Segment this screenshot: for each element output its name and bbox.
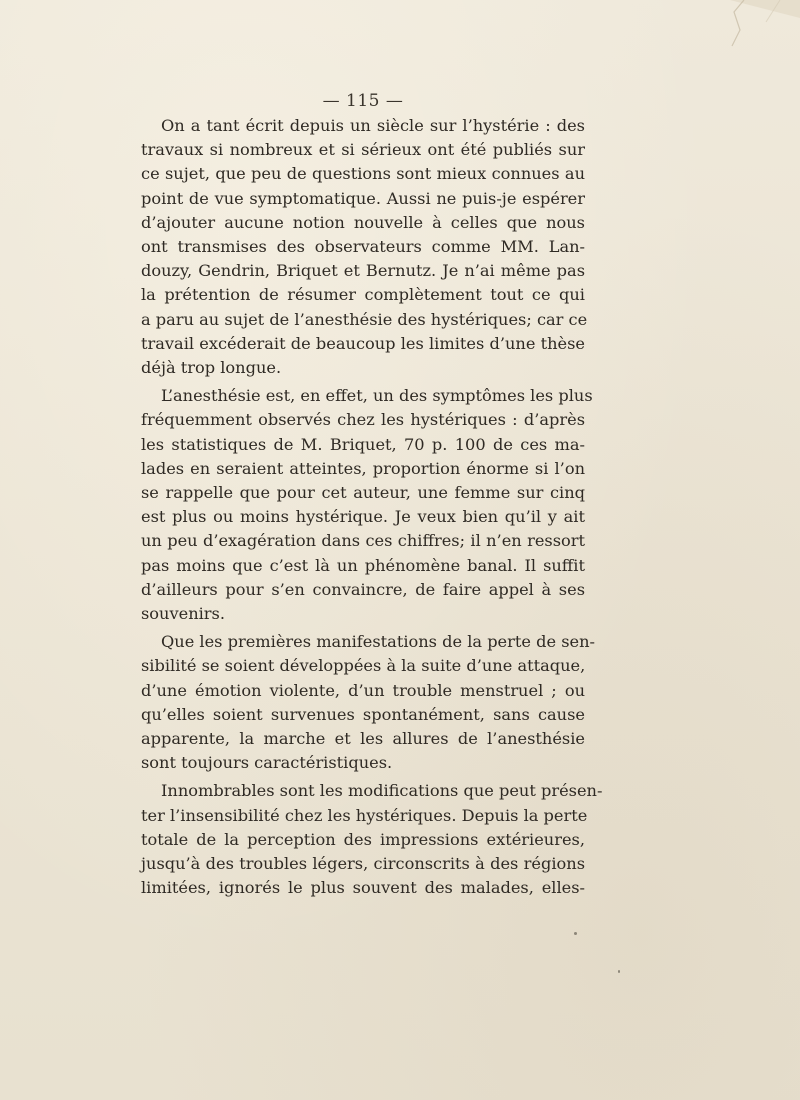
ink-speck bbox=[618, 970, 620, 973]
text-line: ont transmises des observateurs comme MM. Lan- bbox=[141, 237, 585, 257]
text-line: L’anesthésie est, en effet, un des symptômes les plus bbox=[161, 386, 593, 406]
text-line: lades en seraient atteintes, proportion énorme si l’on bbox=[141, 458, 585, 478]
text-line: la prétention de résumer complètement tout ce qui bbox=[141, 285, 585, 305]
text-line: jusqu’à des troubles légers, circonscrits à des régions bbox=[141, 854, 585, 874]
paragraph-3 bbox=[141, 630, 595, 775]
paper-corner-fold bbox=[670, 0, 800, 70]
text-line: qu’elles soient survenues spontanément, sans cause bbox=[141, 704, 585, 724]
text-body bbox=[141, 88, 603, 901]
text-line: souvenirs. bbox=[141, 604, 225, 624]
text-line: douzy, Gendrin, Briquet et Bernutz. Je n’ai même pas bbox=[141, 261, 585, 281]
text-line: travail excéderait de beaucoup les limites d’une thèse bbox=[141, 333, 585, 353]
text-line: Que les premières manifestations de la perte de sen- bbox=[161, 632, 595, 652]
text-line: est plus ou moins hystérique. Je veux bien qu’il y ait bbox=[141, 507, 585, 527]
text-line: limitées, ignorés le plus souvent des malades, elles- bbox=[141, 878, 585, 898]
ink-speck bbox=[574, 932, 577, 935]
text-line: sont toujours caractéristiques. bbox=[141, 753, 393, 773]
text-line: d’ailleurs pour s’en convaincre, de faire appel à ses bbox=[141, 579, 585, 599]
paragraph-4 bbox=[141, 779, 603, 900]
text-line: travaux si nombreux et si sérieux ont été publiés sur bbox=[141, 140, 585, 160]
text-line: On a tant écrit depuis un siècle sur l’hystérie : des bbox=[161, 116, 585, 135]
text-line: d’une émotion violente, d’un trouble menstruel ; ou bbox=[141, 680, 585, 700]
text-line: déjà trop longue. bbox=[141, 358, 282, 378]
text-line: se rappelle que pour cet auteur, une femme sur cinq bbox=[141, 483, 585, 503]
text-line: les statistiques de M. Briquet, 70 p. 100 de ces ma- bbox=[141, 434, 585, 454]
text-line: ce sujet, que peu de questions sont mieux connues au bbox=[141, 164, 585, 184]
text-line: Innombrables sont les modifications que peut présen- bbox=[161, 781, 603, 801]
paragraph-2 bbox=[141, 384, 593, 626]
text-line: fréquemment observés chez les hystériques : d’après bbox=[141, 410, 585, 430]
text-line: un peu d’exagération dans ces chiffres; il n’en ressort bbox=[141, 531, 585, 551]
text-line: point de vue symptomatique. Aussi ne puis-je espérer bbox=[141, 188, 585, 208]
text-line: totale de la perception des impressions extérieures, bbox=[141, 829, 585, 849]
text-line: ter l’insensibilité chez les hystériques. Depuis la perte bbox=[141, 805, 588, 825]
page-number: — 115 — bbox=[322, 91, 404, 111]
text-line: apparente, la marche et les allures de l’anesthésie bbox=[141, 729, 585, 749]
paragraph-1 bbox=[141, 114, 588, 380]
text-line: a paru au sujet de l’anesthésie des hystériques; car ce bbox=[141, 309, 588, 329]
text-line: d’ajouter aucune notion nouvelle à celles que nous bbox=[141, 212, 585, 232]
text-line: sibilité se soient développées à la suite d’une attaque, bbox=[141, 656, 586, 676]
text-line: pas moins que c’est là un phénomène banal. Il suffit bbox=[141, 555, 585, 575]
